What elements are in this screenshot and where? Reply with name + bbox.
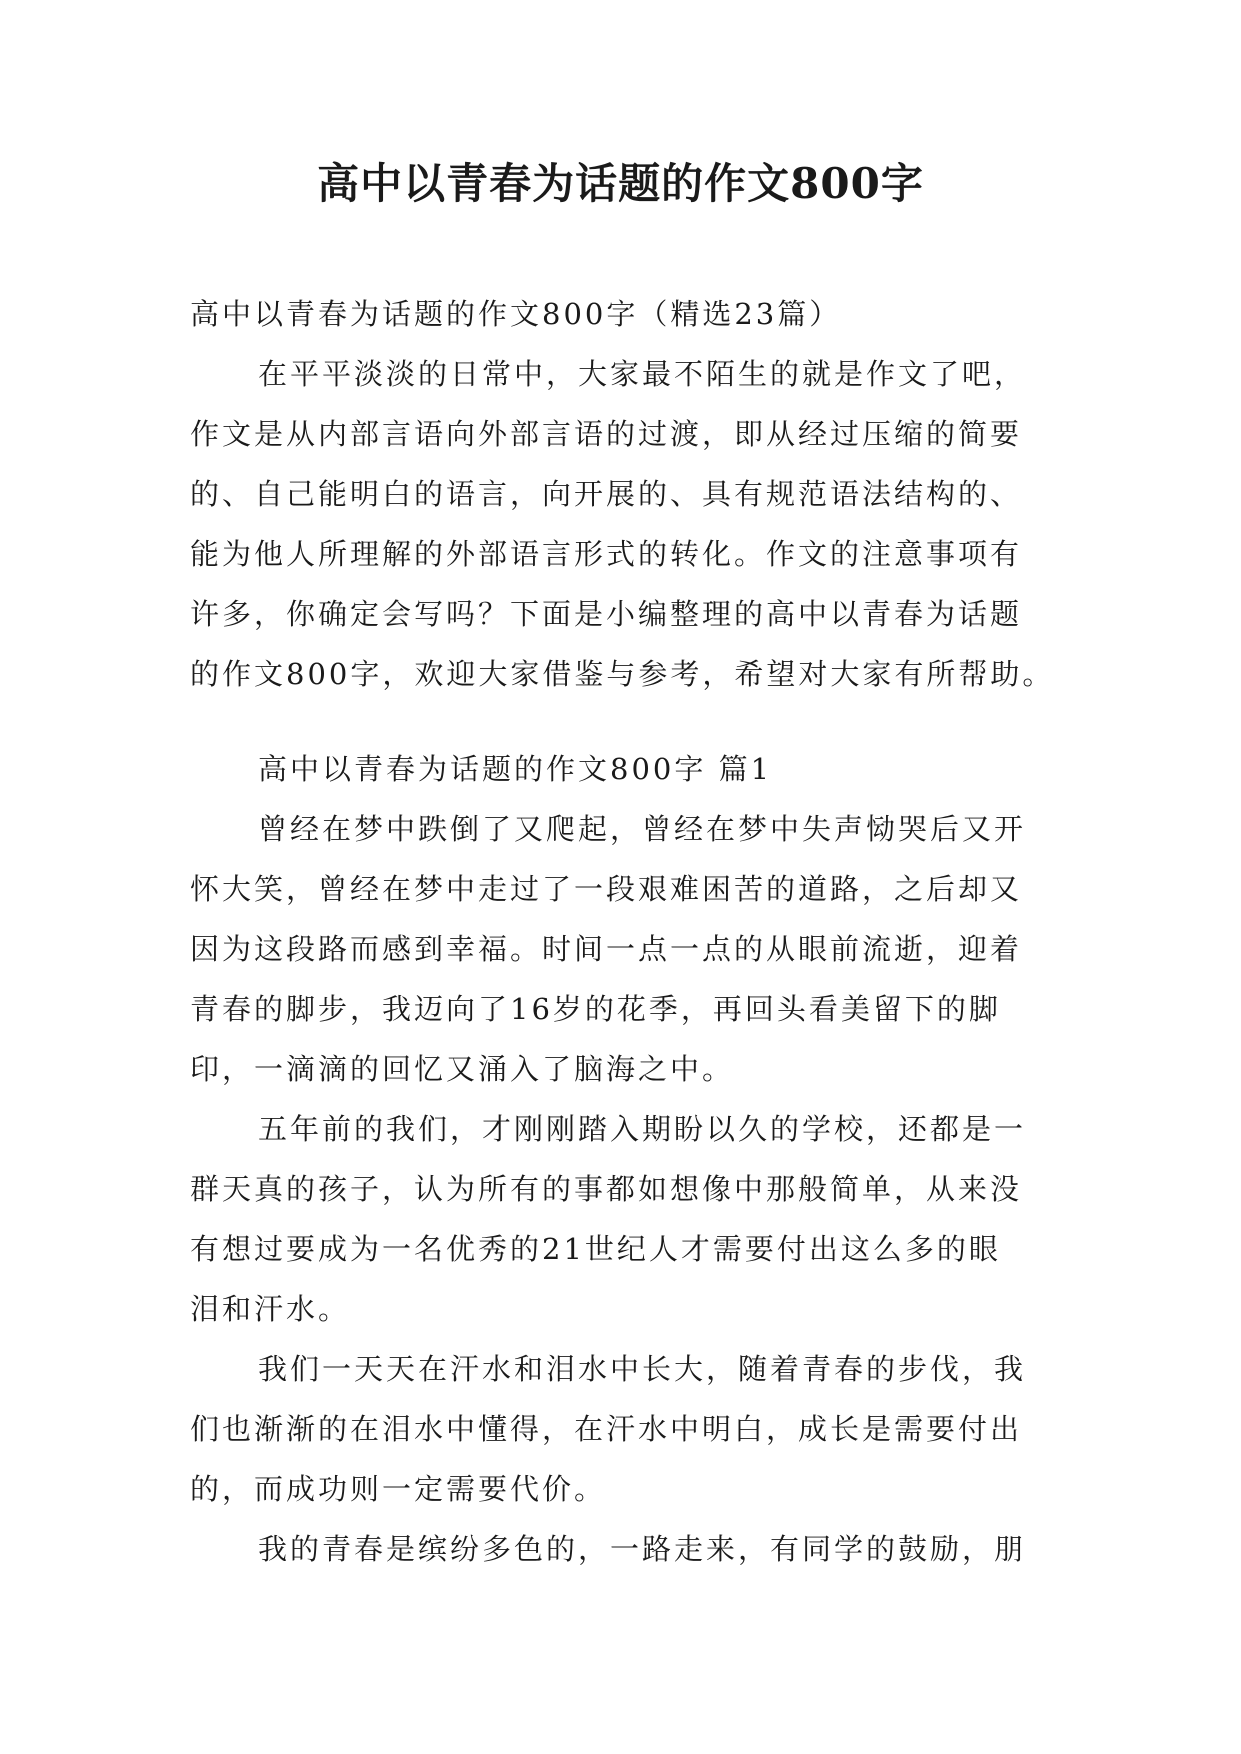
- section-heading: 高中以青春为话题的作文800字 篇1: [258, 752, 773, 786]
- text-line: 的、自己能明白的语言，向开展的、具有规范语法结构的、: [190, 477, 1023, 511]
- text-line: 青春的脚步，我迈向了16岁的花季，再回头看美留下的脚: [190, 992, 1001, 1026]
- text-line: 的，而成功则一定需要代价。: [190, 1472, 607, 1506]
- body-paragraph: [190, 1099, 1070, 1339]
- document-body: [190, 284, 1070, 1579]
- text-line: 的作文800字，欢迎大家借鉴与参考，希望对大家有所帮助。: [190, 657, 1055, 691]
- document-subtitle: 高中以青春为话题的作文800字（精选23篇）: [190, 297, 842, 331]
- document-title: 高中以青春为话题的作文800字: [317, 159, 924, 208]
- section-spacer: [190, 704, 1070, 739]
- text-line: 怀大笑，曾经在梦中走过了一段艰难困苦的道路，之后却又: [190, 872, 1023, 906]
- body-paragraph: [190, 799, 1070, 1099]
- text-line: 许多，你确定会写吗？下面是小编整理的高中以青春为话题: [190, 597, 1023, 631]
- text-line: 因为这段路而感到幸福。时间一点一点的从眼前流逝，迎着: [190, 932, 1023, 966]
- intro-paragraph: [190, 344, 1070, 704]
- text-line: 曾经在梦中跌倒了又爬起，曾经在梦中失声恸哭后又开: [258, 812, 1027, 846]
- text-line: 泪和汗水。: [190, 1292, 351, 1326]
- text-line: 在平平淡淡的日常中，大家最不陌生的就是作文了吧，: [258, 357, 1027, 391]
- text-line: 作文是从内部言语向外部言语的过渡，即从经过压缩的简要: [190, 417, 1023, 451]
- body-paragraph: [190, 1339, 1070, 1519]
- text-line: 我的青春是缤纷多色的，一路走来，有同学的鼓励，朋: [258, 1532, 1027, 1566]
- text-line: 我们一天天在汗水和泪水中长大，随着青春的步伐，我: [258, 1352, 1027, 1386]
- text-line: 五年前的我们，才刚刚踏入期盼以久的学校，还都是一: [258, 1112, 1027, 1146]
- text-line: 群天真的孩子，认为所有的事都如想像中那般简单，从来没: [190, 1172, 1023, 1206]
- text-line: 有想过要成为一名优秀的21世纪人才需要付出这么多的眼: [190, 1232, 1001, 1266]
- text-line: 印，一滴滴的回忆又涌入了脑海之中。: [190, 1052, 735, 1086]
- text-line: 们也渐渐的在泪水中懂得，在汗水中明白，成长是需要付出: [190, 1412, 1023, 1446]
- text-line: 能为他人所理解的外部语言形式的转化。作文的注意事项有: [190, 537, 1023, 571]
- body-paragraph: [190, 1519, 1070, 1579]
